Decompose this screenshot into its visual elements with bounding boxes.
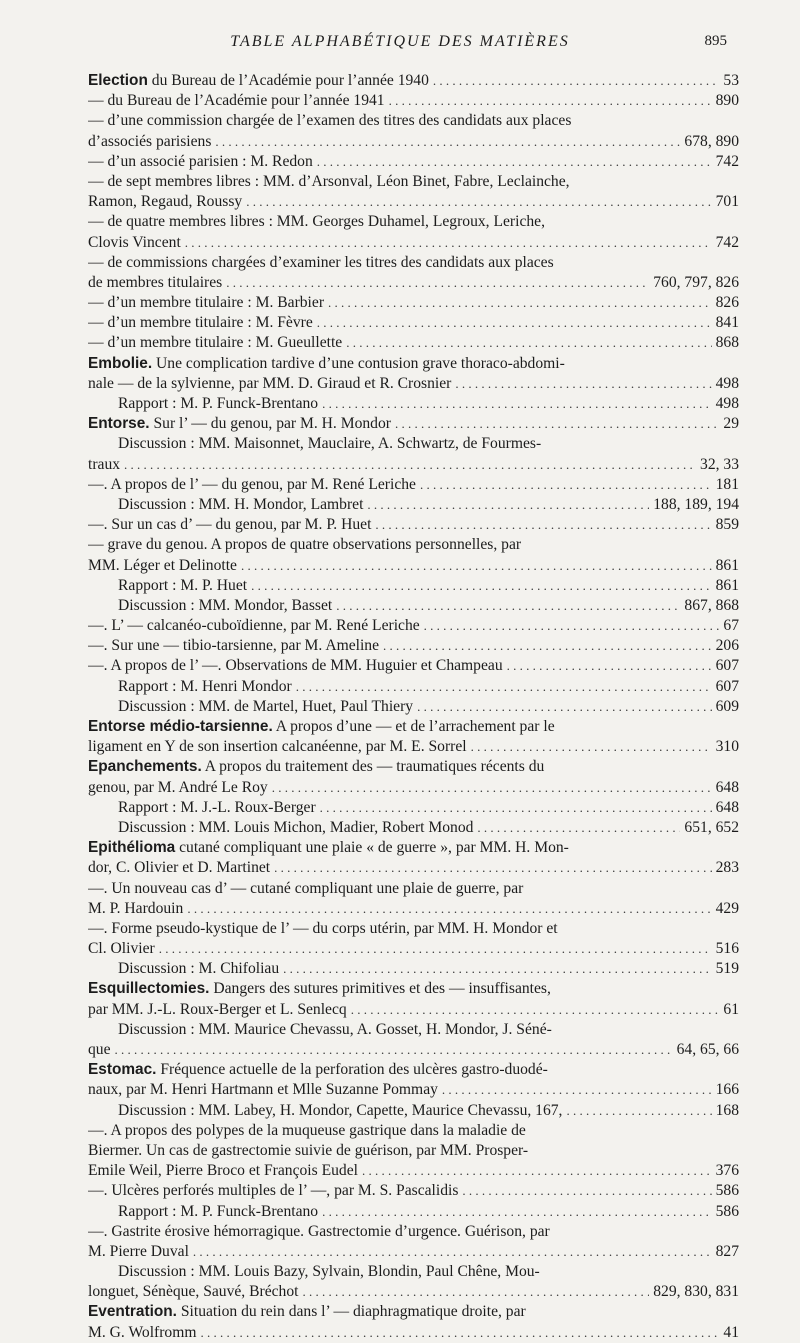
index-line — [88, 535, 739, 555]
entry-description: longuet, Sénèque, Sauvé, Bréchot — [88, 1283, 299, 1301]
entry-description: Rapport : M. P. Funck-Brentano — [118, 395, 319, 412]
entry-description: —. Sur un cas d’ — du genou, par M. P. Huet — [88, 516, 372, 534]
page-refs: 519 — [715, 960, 739, 978]
index-line — [88, 293, 739, 313]
index-line — [88, 172, 739, 192]
dot-leader — [417, 697, 712, 717]
index-line — [88, 1121, 739, 1141]
dot-leader — [185, 233, 712, 253]
page-refs: 841 — [715, 314, 739, 332]
running-title: TABLE ALPHABÉTIQUE DES MATIÈRES — [230, 33, 570, 50]
entry-text — [88, 152, 313, 172]
dot-leader — [317, 313, 712, 333]
entry-description: dor, C. Olivier et D. Martinet — [88, 859, 271, 877]
index-line — [88, 71, 739, 91]
entry-description: cutané compliquant une plaie « de guerre », par MM. H. Mon- — [175, 839, 569, 857]
dot-leader — [317, 152, 712, 172]
entry-text — [88, 737, 467, 757]
entry-text — [88, 374, 451, 394]
entry-text — [88, 313, 313, 333]
dot-leader — [328, 293, 712, 313]
index-line — [88, 778, 739, 798]
index-line — [88, 798, 739, 818]
index-line — [88, 677, 739, 697]
dot-leader — [283, 959, 711, 979]
entry-description: nale — de la sylvienne, par MM. D. Giraud et R. Crosnier — [88, 374, 452, 392]
entry-description: —. Sur une — tibio-tarsienne, par M. Ameline — [88, 637, 380, 655]
entry-description: d’associés parisiens — [88, 132, 212, 150]
dot-leader — [159, 939, 712, 959]
entry-text — [88, 656, 503, 676]
index-line — [88, 697, 739, 717]
entry-description: Discussion : MM. Labey, H. Mondor, Capette, Maurice Chevassu, 167, — [118, 1101, 563, 1119]
entry-text — [118, 959, 279, 979]
entry-description: —. Gastrite érosive hémorragique. Gastrectomie d’urgence. Guérison, par — [88, 1222, 550, 1240]
index-line — [88, 192, 739, 212]
page-refs: 498 — [715, 395, 739, 412]
dot-leader — [115, 1040, 673, 1060]
page-refs: 283 — [715, 859, 739, 877]
index-line — [88, 1060, 739, 1080]
page-refs: 206 — [715, 637, 739, 655]
dot-leader — [274, 858, 711, 878]
index-line — [88, 414, 739, 434]
entry-headword: Embolie. — [88, 354, 153, 372]
index-entries — [88, 71, 739, 1343]
entry-text — [88, 132, 211, 152]
dot-leader — [375, 515, 711, 535]
dot-leader — [241, 556, 712, 576]
entry-text — [88, 1282, 298, 1302]
entry-text — [88, 1323, 196, 1343]
index-line — [88, 1000, 739, 1020]
dot-leader — [320, 798, 712, 818]
entry-description: que — [88, 1041, 111, 1058]
index-line — [88, 515, 739, 535]
entry-description: Rapport : M. J.-L. Roux-Berger — [118, 798, 316, 816]
entry-text — [88, 939, 155, 959]
index-line — [88, 111, 739, 131]
entry-text — [118, 798, 316, 818]
entry-text — [88, 71, 429, 91]
index-line — [88, 333, 739, 353]
index-line — [88, 1282, 739, 1302]
index-line — [88, 576, 739, 596]
dot-leader — [193, 1242, 712, 1262]
entry-description: —. Ulcères perforés multiples de l’ —, par M. S. Pascalidis — [88, 1182, 459, 1200]
index-line — [88, 919, 739, 939]
entry-description: Discussion : MM. Mondor, Basset — [118, 596, 333, 614]
entry-description: —. Forme pseudo-kystique de l’ — du corps utérin, par MM. H. Mondor et — [88, 919, 558, 937]
index-line — [88, 939, 739, 959]
entry-text — [88, 1040, 111, 1060]
dot-leader — [251, 576, 712, 596]
index-line — [88, 253, 739, 273]
entry-description: traux — [88, 455, 121, 473]
entry-text — [88, 858, 270, 878]
index-line — [88, 1262, 739, 1282]
entry-description: — d’une commission chargée de l’examen des titres des candidats aux places — [88, 112, 572, 130]
entry-description: Clovis Vincent — [88, 233, 181, 251]
index-line — [88, 212, 739, 232]
entry-text — [118, 596, 332, 616]
index-line — [88, 1080, 739, 1100]
entry-headword: Entorse. — [88, 415, 150, 433]
entry-description: — du Bureau de l’Académie pour l’année 1941 — [88, 92, 385, 110]
entry-description: —. Un nouveau cas d’ — cutané compliquant une plaie de guerre, par — [88, 879, 524, 897]
entry-text — [118, 1202, 318, 1222]
entry-description: Biermer. Un cas de gastrectomie suivie de guérison, par MM. Prosper- — [88, 1141, 529, 1159]
index-line — [88, 1242, 739, 1262]
page-refs: 376 — [715, 1162, 739, 1180]
entry-description: Dangers des sutures primitives et des — insuffisantes, — [209, 980, 551, 998]
index-line — [88, 879, 739, 899]
dot-leader — [272, 778, 712, 798]
index-line — [88, 1202, 739, 1222]
index-line — [88, 1323, 739, 1343]
entry-description: Sur l’ — du genou, par M. H. Mondor — [149, 415, 391, 433]
index-line — [88, 1161, 739, 1181]
page-refs: 648 — [715, 778, 739, 796]
dot-leader — [336, 596, 680, 616]
entry-text — [88, 333, 342, 353]
entry-description: Discussion : MM. Maurice Chevassu, A. Gosset, H. Mondor, J. Séné- — [118, 1020, 552, 1038]
index-line — [88, 1181, 739, 1201]
page-refs: 861 — [715, 576, 739, 594]
page-refs: 742 — [715, 152, 739, 170]
dot-leader — [296, 677, 712, 697]
index-line — [88, 1020, 739, 1040]
entry-headword: Estomac. — [88, 1061, 157, 1079]
page-refs: 310 — [715, 738, 739, 756]
entry-headword: Epanchements. — [88, 758, 202, 776]
index-line — [88, 132, 739, 152]
dot-leader — [351, 1000, 720, 1020]
entry-description: Discussion : MM. de Martel, Huet, Paul Thiery — [118, 697, 414, 715]
entry-text — [88, 414, 391, 434]
index-line — [88, 152, 739, 172]
dot-leader — [124, 455, 696, 475]
index-line — [88, 838, 739, 858]
dot-leader — [226, 273, 649, 293]
dot-leader — [346, 333, 711, 353]
page-refs: 890 — [715, 92, 739, 110]
entry-description: — de quatre membres libres : MM. Georges Duhamel, Legroux, Leriche, — [88, 213, 545, 231]
entry-description: — de sept membres libres : MM. d’Arsonval, Léon Binet, Fabre, Leclainche, — [88, 172, 570, 190]
running-head — [0, 33, 800, 53]
entry-description: Cl. Olivier — [88, 940, 155, 958]
entry-description: MM. Léger et Delinotte — [88, 556, 237, 574]
entry-description: Discussion : MM. Louis Michon, Madier, Robert Monod — [118, 818, 474, 836]
page-refs: 867, 868 — [684, 596, 739, 614]
index-line — [88, 899, 739, 919]
index-line — [88, 1222, 739, 1242]
page-refs: 609 — [715, 697, 739, 715]
entry-description: Discussion : MM. Louis Bazy, Sylvain, Blondin, Paul Chêne, Mou- — [118, 1263, 540, 1281]
dot-leader — [420, 475, 712, 495]
dot-leader — [215, 132, 680, 152]
entry-headword: Election — [88, 72, 148, 89]
entry-description: —. L’ — calcanéo-cuboïdienne, par M. René Leriche — [88, 617, 420, 635]
page-refs: 53 — [723, 72, 739, 89]
entry-description: du Bureau de l’Académie pour l’année 1940 — [147, 72, 429, 89]
entry-headword: Esquillectomies. — [88, 980, 210, 998]
page-refs: 648 — [715, 798, 739, 816]
entry-description: Ramon, Regaud, Roussy — [88, 193, 243, 211]
dot-leader — [383, 636, 712, 656]
entry-description: — d’un membre titulaire : M. Barbier — [88, 294, 325, 312]
page-refs: 498 — [715, 374, 739, 392]
entry-text — [88, 273, 222, 293]
entry-description: —. A propos de l’ — du genou, par M. René Leriche — [88, 475, 416, 493]
entry-text — [118, 697, 413, 717]
index-line — [88, 455, 739, 475]
entry-description: A propos d’une — et de l’arrachement par le — [272, 718, 555, 735]
index-line — [88, 1302, 739, 1322]
entry-description: — d’un membre titulaire : M. Fèvre — [88, 314, 313, 332]
page-refs: 861 — [715, 556, 739, 574]
dot-leader — [433, 71, 720, 91]
dot-leader — [477, 818, 680, 838]
entry-description: M. G. Wolfromm — [88, 1323, 197, 1341]
entry-text — [118, 818, 473, 838]
entry-description: Rapport : M. Henri Mondor — [118, 677, 292, 695]
dot-leader — [442, 1080, 712, 1100]
entry-description: Discussion : MM. Maisonnet, Mauclaire, A. Schwartz, de Fourmes- — [118, 435, 542, 453]
page-refs: 742 — [715, 233, 739, 251]
page-refs: 29 — [723, 415, 739, 433]
entry-text — [88, 1000, 347, 1020]
entry-text — [88, 91, 385, 111]
entry-text — [88, 899, 183, 919]
page-refs: 607 — [715, 677, 739, 695]
entry-description: de membres titulaires — [88, 273, 223, 291]
dot-leader — [187, 899, 711, 919]
entry-text — [88, 616, 420, 636]
entry-text — [118, 576, 247, 596]
index-line — [88, 91, 739, 111]
entry-text — [88, 515, 371, 535]
dot-leader — [462, 1181, 711, 1201]
dot-leader — [424, 616, 720, 636]
page-refs: 859 — [715, 516, 739, 534]
page-refs: 168 — [715, 1101, 739, 1119]
entry-description: Fréquence actuelle de la perforation des ulcères gastro-duodé- — [156, 1061, 548, 1079]
index-line — [88, 1141, 739, 1161]
entry-text — [88, 636, 379, 656]
index-line — [88, 495, 739, 515]
dot-leader — [566, 1101, 711, 1121]
dot-leader — [322, 1202, 712, 1222]
index-line — [88, 596, 739, 616]
index-line — [88, 273, 739, 293]
dot-leader — [395, 414, 719, 434]
index-line — [88, 1040, 739, 1060]
entry-text — [118, 1101, 562, 1121]
entry-description: naux, par M. Henri Hartmann et Mlle Suzanne Pommay — [88, 1081, 438, 1099]
page-refs: 429 — [715, 899, 739, 917]
entry-description: Rapport : M. P. Huet — [118, 576, 248, 594]
index-line — [88, 717, 739, 737]
entry-text — [88, 1242, 189, 1262]
index-line — [88, 313, 739, 333]
page-refs: 586 — [715, 1202, 739, 1220]
index-line — [88, 959, 739, 979]
entry-text — [88, 778, 268, 798]
index-line — [88, 475, 739, 495]
entry-description: par MM. J.-L. Roux-Berger et L. Senlecq — [88, 1000, 347, 1018]
dot-leader — [471, 737, 712, 757]
index-line — [88, 1101, 739, 1121]
page-number: 895 — [704, 33, 727, 49]
page-refs: 701 — [715, 193, 739, 211]
entry-description: Discussion : M. Chifoliau — [118, 960, 280, 978]
entry-description: —. A propos de l’ —. Observations de MM. Huguier et Champeau — [88, 657, 503, 675]
index-line — [88, 737, 739, 757]
index-line — [88, 616, 739, 636]
entry-text — [88, 1080, 438, 1100]
dot-leader — [367, 495, 649, 515]
index-line — [88, 858, 739, 878]
index-line — [88, 636, 739, 656]
page-refs: 760, 797, 826 — [653, 273, 739, 291]
index-line — [88, 434, 739, 454]
entry-text — [88, 1181, 458, 1201]
page-refs: 32, 33 — [700, 455, 739, 473]
entry-description: Situation du rein dans l’ — diaphragmatique droite, par — [176, 1303, 526, 1321]
page-refs: 516 — [715, 940, 739, 958]
page-refs: 829, 830, 831 — [653, 1283, 739, 1301]
entry-description: — d’un associé parisien : M. Redon — [88, 152, 313, 170]
dot-leader — [455, 374, 711, 394]
entry-text — [118, 495, 363, 515]
entry-description: M. P. Hardouin — [88, 899, 184, 917]
page-refs: 61 — [723, 1000, 739, 1018]
entry-description: — de commissions chargées d’examiner les titres des candidats aux places — [88, 253, 554, 271]
page-refs: 826 — [715, 294, 739, 312]
entry-description: Une complication tardive d’une contusion grave thoraco-abdomi- — [152, 354, 565, 372]
page-refs: 67 — [723, 617, 739, 635]
entry-text — [88, 556, 237, 576]
index-line — [88, 757, 739, 777]
dot-leader — [507, 656, 712, 676]
page-refs: 827 — [715, 1242, 739, 1260]
page-refs: 607 — [715, 657, 739, 675]
dot-leader — [362, 1161, 712, 1181]
index-line — [88, 979, 739, 999]
entry-text — [88, 293, 324, 313]
page-refs: 678, 890 — [684, 132, 739, 150]
entry-description: genou, par M. André Le Roy — [88, 778, 268, 796]
entry-description: ligament en Y de son insertion calcanéenne, par M. E. Sorrel — [88, 738, 467, 756]
page-refs: 181 — [715, 475, 739, 493]
entry-headword: Eventration. — [88, 1303, 177, 1321]
page-refs: 651, 652 — [684, 818, 739, 836]
entry-description: M. Pierre Duval — [88, 1242, 189, 1260]
entry-description: —. A propos des polypes de la muqueuse gastrique dans la maladie de — [88, 1121, 526, 1139]
page-refs: 868 — [715, 334, 739, 352]
page-refs: 64, 65, 66 — [676, 1041, 739, 1058]
entry-headword: Epithélioma — [88, 839, 176, 857]
entry-headword: Entorse médio-tarsienne. — [88, 718, 273, 735]
index-line — [88, 818, 739, 838]
entry-description: — d’un membre titulaire : M. Gueullette — [88, 334, 343, 352]
entry-description: Emile Weil, Pierre Broco et François Eudel — [88, 1162, 358, 1180]
entry-description: — grave du genou. A propos de quatre observations personnelles, par — [88, 536, 522, 554]
entry-text — [88, 192, 242, 212]
index-line — [88, 656, 739, 676]
page-refs: 166 — [715, 1081, 739, 1099]
page-refs: 586 — [715, 1182, 739, 1200]
entry-text — [118, 677, 292, 697]
entry-description: Discussion : MM. H. Mondor, Lambret — [118, 495, 364, 513]
index-line — [88, 394, 739, 414]
entry-text — [88, 1161, 358, 1181]
entry-text — [118, 394, 318, 414]
index-line — [88, 556, 739, 576]
index-line — [88, 374, 739, 394]
index-line — [88, 354, 739, 374]
entry-text — [88, 233, 181, 253]
dot-leader — [246, 192, 711, 212]
dot-leader — [302, 1282, 649, 1302]
page-refs: 41 — [723, 1323, 739, 1341]
entry-description: A propos du traitement des — traumatiques récents du — [201, 758, 545, 776]
entry-text — [88, 475, 416, 495]
entry-description: Rapport : M. P. Funck-Brentano — [118, 1202, 319, 1220]
index-line — [88, 233, 739, 253]
dot-leader — [322, 394, 712, 414]
page-refs: 188, 189, 194 — [653, 495, 739, 513]
dot-leader — [389, 91, 712, 111]
dot-leader — [200, 1323, 719, 1343]
entry-text — [88, 455, 120, 475]
